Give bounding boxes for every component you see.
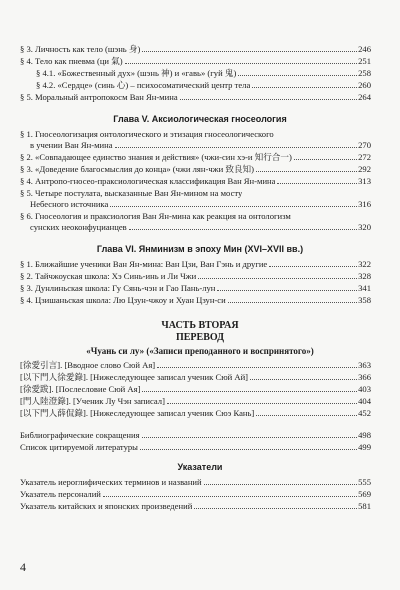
- toc-entry-continuation: в учении Ван Ян-мина 270: [30, 140, 371, 150]
- toc-entry: [以下門人徐愛錄]. [Нижеследующее записал ученик Сюй Ай] 366: [20, 372, 371, 382]
- toc-entry: § 4. Антропо-гносео-праксиологическая классификация Ван Ян-мина 313: [20, 176, 371, 186]
- toc-entry: § 1. Ближайшие ученики Ван Ян-мина: Ван Цзи, Ван Гэнь и другие 322: [20, 259, 371, 269]
- toc-entry: Список цитируемой литературы 499: [20, 442, 371, 452]
- toc-entry: § 5. Четыре постулата, высказанные Ван Ян-мином на мосту: [20, 188, 243, 198]
- chapter-heading: Глава V. Аксиологическая гносеология: [113, 114, 287, 124]
- toc-entry: § 3. Дунлиньская школа: Гу Сянь-чэн и Гао Пань-лун 341: [20, 283, 371, 293]
- toc-entry: § 4.1. «Божественный дух» (шэнь 神) и «гавь» (гуй 鬼) 258: [36, 68, 371, 78]
- toc-entry: § 4.2. «Сердце» (синь 心) – психосоматический центр тела 260: [36, 80, 371, 90]
- work-title: «Чуань си лу» («Записи преподанного и воспринятого»): [86, 346, 314, 356]
- toc-entry-continuation: Небесного источника 316: [30, 199, 371, 209]
- toc-entry: § 1. Гносеологизация онтологического и этизация гносеологического: [20, 129, 274, 139]
- chapter-heading: Глава VI. Янминизм в эпоху Мин (XVI–XVII вв.): [96, 244, 304, 254]
- toc-entry: [徐愛引言]. [Вводное слово Сюй Ая] 363: [20, 360, 371, 370]
- toc-entry: [以下門人薛侃錄]. [Нижеследующее записал ученик Сюэ Кань] 452: [20, 408, 371, 418]
- toc-entry: § 2. «Совпадающее единство знания и действия» (чжи-син хэ-и 知行合一) 272: [20, 152, 371, 162]
- toc-entry: Библиографические сокращения 498: [20, 430, 371, 440]
- toc-entry: § 6. Гносеология и праксиология Ван Ян-мина как реакция на онтологизм: [20, 211, 291, 221]
- toc-entry: Указатель персоналий 569: [20, 489, 371, 499]
- toc-entry: § 5. Моральный антропокосм Ван Ян-мина 264: [20, 92, 371, 102]
- toc-entry: § 2. Тайчжоуская школа: Хэ Синь-инь и Ли Чжи 328: [20, 271, 371, 281]
- toc-entry: Указатель иероглифических терминов и названий 555: [20, 477, 371, 487]
- toc-entry: Указатель китайских и японских произведений 581: [20, 501, 371, 511]
- toc-entry: § 3. Личность как тело (шэнь 身) 246: [20, 44, 371, 54]
- toc-entry: § 4. Тело как пневма (ци 氣) 251: [20, 56, 371, 66]
- toc-entry: [門人陸澄錄]. [Ученик Лу Чэн записал] 404: [20, 396, 371, 406]
- toc-entry: § 3. «Доведение благосмыслия до конца» (чжи лян-чжи 致良知) 292: [20, 164, 371, 174]
- indexes-heading: Указатели: [177, 462, 223, 472]
- part-subtitle: ПЕРЕВОД: [175, 332, 225, 343]
- part-title: ЧАСТЬ ВТОРАЯ: [161, 320, 239, 331]
- toc-entry: [徐愛跋]. [Послесловие Сюй Ая] 403: [20, 384, 371, 394]
- toc-entry-continuation: сунских неоконфуцианцев 320: [30, 222, 371, 232]
- page-number: 4: [20, 560, 26, 574]
- toc-entry: § 4. Цзишаньская школа: Лю Цзун-чжоу и Хуан Цзун-си 358: [20, 295, 371, 305]
